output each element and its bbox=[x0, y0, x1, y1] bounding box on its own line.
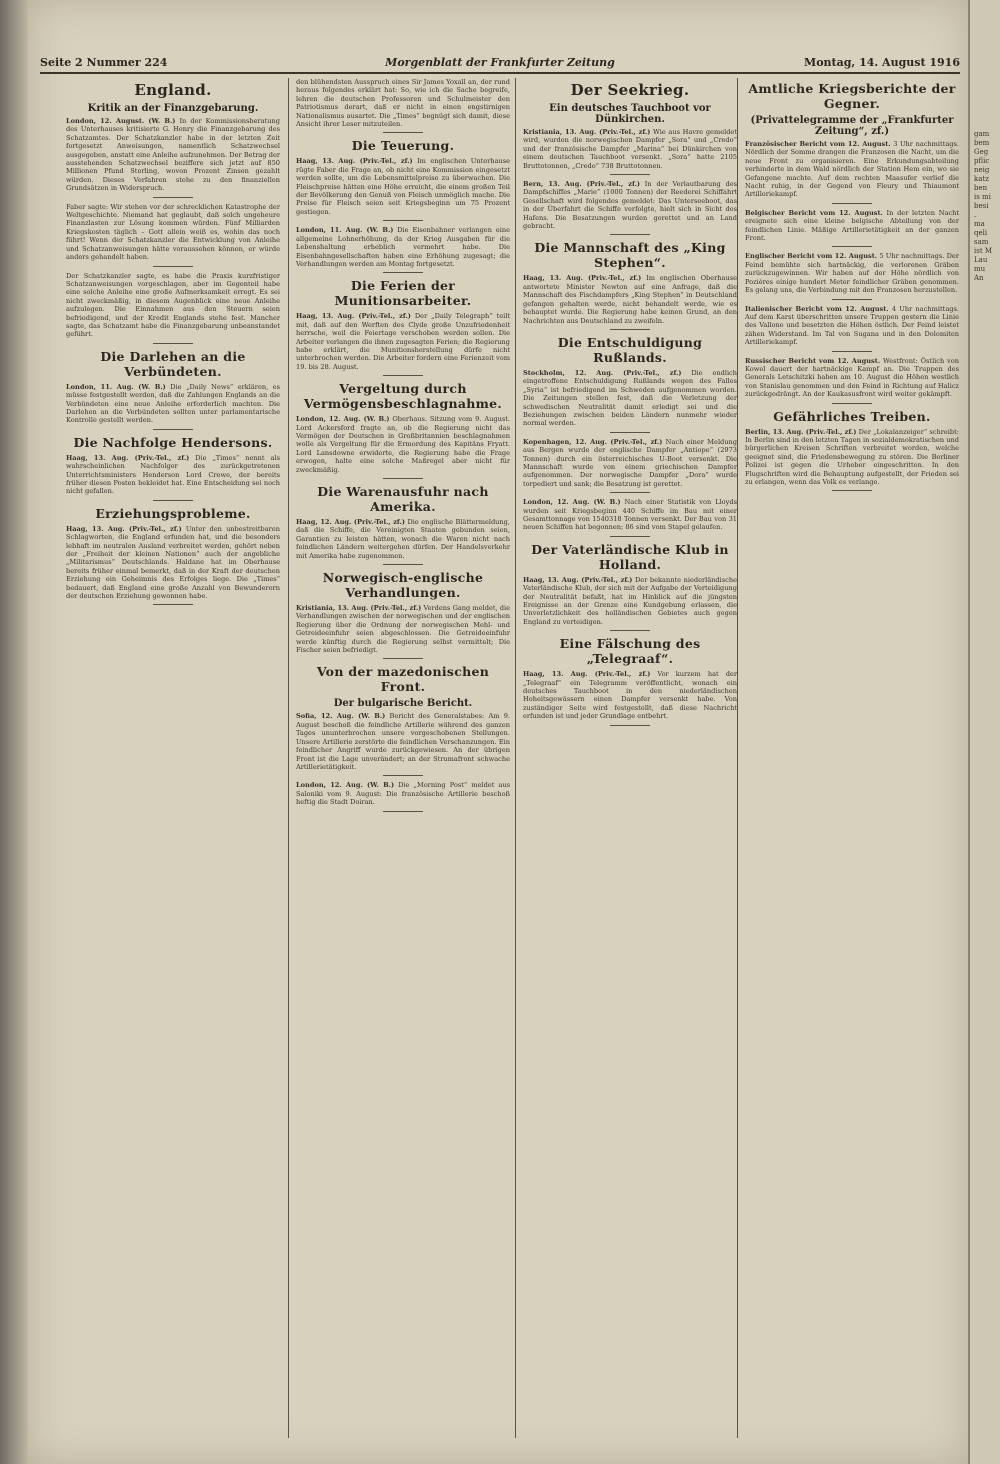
article-dateline: Haag, 13. Aug. (Priv.-Tel., zf.) bbox=[523, 575, 633, 584]
article-heading: Erziehungsprobleme. bbox=[95, 505, 251, 521]
article-separator bbox=[832, 203, 872, 204]
article-body bbox=[296, 157, 510, 216]
article-separator bbox=[610, 174, 650, 175]
adjacent-page-edge bbox=[968, 0, 1000, 1464]
article-body bbox=[523, 498, 737, 532]
article-text: Die englische Blättermeldung, daß die Schiffe, die Vereinigten Staaten gebunden seien, Garantien zu leisten hätten, wonach die Waren nicht nach feindlichen Ländern weitergehen dürfen. Der Handelsverkehr mit Amerika habe zugenommen. bbox=[296, 518, 510, 560]
article-text: In der Verlautbarung des Dampfschiffes „Marie“ (1000 Tonnen) der Reederei Schiffahrt Gesellschaft wird folgendes gemeldet: Das Unterseeboot, das in der Überfahrt die Schiffe verfolgte, hielt sich in Sicht des Hafens. Die Besatzungen wurden gerettet und an Land gebracht. bbox=[523, 180, 737, 231]
article-dateline: Englischer Bericht vom 12. August. bbox=[745, 252, 878, 261]
article-body bbox=[523, 274, 737, 324]
article-separator bbox=[153, 429, 193, 430]
article-text: Faber sagte: Wir stehen vor der schrecklichen Katastrophe der Weltgeschichte. Niemand hat geglaubt, daß solch ungeheure Finanzlasten zur Lösung kommen würden. Fünf Milliarden Kriegskosten täglich – Gott allein weiß es, wohin das noch führt! Wenn der Schatzkanzler die Entwicklung von Anleihe und Schatzanweisungen hätte voraussehen können, er würde anders gehandelt haben. bbox=[66, 202, 280, 262]
article-text: den blühendsten Ausspruch eines Sir James Yoxall an, der rund heraus folgendes erklärt hat: So, wie ich die Sache begreife, lehren die deutschen Professoren und Schulmeister den Patriotismus derart, daß er nicht in einen engstirnigen Nationalismus ausartet. Die „Times“ begnügt sich damit, diese Ansicht ihrer Leser mitzuteilen. bbox=[296, 78, 510, 129]
article bbox=[523, 240, 737, 324]
article-dateline: Berlin, 13. Aug. (Priv.-Tel., zf.) bbox=[745, 427, 857, 436]
article-separator bbox=[610, 536, 650, 537]
article bbox=[296, 278, 510, 371]
article-dateline: London, 12. Aug. (W. B.) bbox=[523, 498, 621, 507]
article-dateline: Haag, 13. Aug. (Priv.-Tel., zf.) bbox=[523, 670, 651, 679]
article-body bbox=[745, 252, 959, 294]
article-dateline: London, 12. August. (W. B.) bbox=[66, 117, 176, 125]
article-dateline: Französischer Bericht vom 12. August. bbox=[745, 140, 891, 148]
article-subheading: Der bulgarische Bericht. bbox=[333, 698, 473, 710]
article-body bbox=[66, 272, 280, 339]
article bbox=[523, 81, 737, 170]
article-heading: Die Teuerung. bbox=[351, 138, 455, 154]
article-dateline: Stockholm, 12. Aug. (Priv.-Tel., zf.) bbox=[523, 368, 682, 377]
article-text: Verdens Gang meldet, die Verhandlungen zwischen der norwegischen und der englischen Regierung über die Ordnung der norwegischen Mehl- und Getreideeinfuhr seien abgeschlossen. Die Getreideeinfuhr werde künftig durch die Regierung selbst vermittelt; Die Fischer seien befriedigt. bbox=[296, 604, 510, 655]
article-text: Nach einer Meldung aus Bergen wurde der englische Dampfer „Antiope“ (2973 Tonnen) durch ein österreichisches U-Boot versenkt. Die Mannschaft wurde von einem griechischen Dampfer aufgenommen. Der norwegische Dampfer „Dora“ wurde torpediert und sank; die Besatzung ist gerettet. bbox=[523, 437, 737, 488]
article-separator bbox=[610, 630, 650, 631]
article bbox=[66, 435, 280, 496]
article-dateline: Bern, 13. Aug. (Priv.-Tel., zf.) bbox=[523, 180, 640, 189]
column-rule bbox=[737, 78, 738, 1438]
article-body bbox=[66, 454, 280, 496]
column-1 bbox=[66, 78, 280, 1438]
article-text: Im englischen Oberhause antwortete Minister Newton auf eine Anfrage, daß die Mannschaft des Fischdampfers „King Stephen“ in Deutschland gefangen gehalten werde, nicht behandelt werde, wie es behauptet wurde. Die Regierung habe keinen Grund, an den Nachrichten aus Deutschland zu zweifeln. bbox=[523, 274, 737, 325]
article bbox=[745, 252, 959, 294]
article-text: Bericht des Generalstabes: Am 9. August beschoß die feindliche Artillerie während des ganzen Tages ununterbrochen unsere vorgeschobenen Stellungen. Unsere Artillerie zerstörte die feindlichen Verschanzungen. Ein feindlicher Angriff wurde zurückgewiesen. An der übrigen Front ist die Lage unverändert; an der Strumafront schwache Artillerietätigkeit. bbox=[296, 712, 510, 771]
newspaper-title: Morgenblatt der Frankfurter Zeitung bbox=[385, 56, 615, 69]
article-body bbox=[745, 209, 959, 243]
column-2 bbox=[296, 78, 510, 1438]
article-dateline: London, 12. Aug. (W. B.) bbox=[296, 781, 395, 790]
article bbox=[66, 272, 280, 339]
article-body bbox=[66, 383, 280, 425]
article-dateline: Sofia, 12. Aug. (W. B.) bbox=[296, 712, 386, 721]
article bbox=[296, 226, 510, 268]
article-text: 5 Uhr nachmittags. Der Feind bemühte sich hartnäckig, die verlorenen Gräben zurückzugewinnen. Wir haben auf der Höhe nördlich von Pozières einige hundert Meter feindlicher Gräben genommen. Es gelang uns, die Verbindung mit den Franzosen herzustellen. bbox=[745, 252, 959, 295]
article-body bbox=[296, 312, 510, 371]
article-subheading: Ein deutsches Tauchboot vor Dünkirchen. bbox=[549, 103, 711, 125]
article-dateline: Haag, 13. Aug. (Priv.-Tel., zf.) bbox=[523, 274, 642, 283]
book-binding bbox=[0, 0, 28, 1464]
article bbox=[523, 438, 737, 488]
article-dateline: Kristiania, 13. Aug. (Priv.-Tel., zf.) bbox=[296, 604, 422, 613]
article-separator bbox=[832, 246, 872, 247]
article-separator bbox=[153, 197, 193, 198]
article-text: Die „Times“ nennt als wahrscheinlichen Nachfolger des zurückgetretenen Unterrichtsministers Henderson Lord Crewe, der bereits früher diesen Posten bekleidet hat. Eine Entscheidung sei noch nicht gefallen. bbox=[66, 453, 280, 496]
article-text: In der letzten Nacht ereignete sich eine kleine belgische Abteilung von der feindlichen Linie. Mäßige Artillerietätigkeit an der ganzen Front. bbox=[745, 208, 959, 243]
article bbox=[523, 498, 737, 532]
article-text: Die „Daily News“ erklären, es müsse festgestellt werden, daß die Zahlungen Englands an die Verbündeten eine neue Anleihe erforderlich machten. Die Darlehen an die Verbündeten sollten unter parlamentarische Kontrolle gestellt werden. bbox=[66, 382, 280, 425]
article-text: Vor kurzem hat der „Telegraaf“ ein Telegramm veröffentlicht, wonach ein deutsches Tauchboot in den niederländischen Hoheitsgewässern einen Dampfer versenkt habe. Von zuständiger Seite wird festgestellt, daß diese Nachricht erfunden ist und jeder Grundlage entbehrt. bbox=[523, 670, 737, 721]
article-body bbox=[296, 518, 510, 560]
column-4 bbox=[745, 78, 959, 1438]
article-heading: Eine Fälschung des „Telegraaf“. bbox=[559, 636, 701, 667]
article-body bbox=[523, 180, 737, 230]
column-3 bbox=[523, 78, 737, 1438]
adjacent-page-text: gam bem Geg pflic neig katz ben is mi besi . ma qeli sam ist M Lau mu An bbox=[974, 130, 993, 282]
article-separator bbox=[610, 432, 650, 433]
article bbox=[523, 542, 737, 626]
article-dateline: Haag, 13. Aug. (Priv.-Tel., zf.) bbox=[296, 157, 413, 166]
article-text: 3 Uhr nachmittags. Nördlich der Somme drangen die Franzosen die Nacht, um die neue Front zu organisieren. Eine Erkundungsabteilung verhinderte in dem Wald nördlich der Station Hem ein, wo sie Gefangene machte. Auf dem rechten Maasufer verlief die Nacht ruhig, in der Gegend von Fleury und Thiaumont Artilleriekampf. bbox=[745, 140, 959, 199]
article-text: Der Schatzkanzler sagte, es habe die Praxis kurzfristiger Schatzanweisungen vorgeschlagen, aber im Gegenteil habe eine solche Anleihe eine große Aufmerksamkeit erregt. Es sei nicht zweckmäßig, in diesem Augenblick eine neue Anleihe aufzulegen. Die Einnahmen aus den Steuern seien befriedigend, und der Kredit Englands stehe fest. Mancher sagte, das Schatzamt habe die Finanzgebarung unbeanstandet geführt. bbox=[66, 271, 280, 339]
article-body bbox=[523, 369, 737, 428]
article bbox=[296, 484, 510, 560]
article-text: Die „Morning Post“ meldet aus Saloniki vom 9. August: Die französische Artillerie beschoß heftig die Stadt Doiran. bbox=[296, 781, 510, 807]
article-dateline: Belgischer Bericht vom 12. August. bbox=[745, 208, 883, 217]
article-heading: Norwegisch-englische Verhandlungen. bbox=[322, 570, 484, 601]
article-separator bbox=[153, 266, 193, 267]
article-separator bbox=[610, 492, 650, 493]
article-body bbox=[296, 226, 510, 268]
article-heading: Vergeltung durch Vermögensbeschlagnahme. bbox=[303, 381, 503, 412]
column-rule bbox=[288, 78, 289, 1438]
article bbox=[745, 357, 959, 399]
article-separator bbox=[832, 299, 872, 300]
article-heading: Die Warenausfuhr nach Amerika. bbox=[317, 484, 489, 514]
article bbox=[523, 180, 737, 230]
article-body bbox=[523, 670, 737, 720]
article bbox=[66, 203, 280, 262]
article-separator bbox=[153, 343, 193, 344]
article-dateline: Haag, 13. Aug. (Priv.-Tel., zf.) bbox=[296, 312, 411, 321]
article bbox=[296, 381, 510, 474]
article-separator bbox=[610, 725, 650, 726]
article bbox=[523, 335, 737, 428]
article-dateline: London, 11. Aug. (W. B.) bbox=[296, 226, 394, 235]
article-heading: Die Entschuldigung Rußlands. bbox=[557, 334, 703, 365]
article-separator bbox=[383, 564, 423, 565]
article-dateline: Kopenhagen, 12. Aug. (Priv.-Tel., zf.) bbox=[523, 437, 663, 446]
article bbox=[745, 409, 959, 487]
article-heading: Gefährliches Treiben. bbox=[773, 408, 931, 424]
article bbox=[523, 636, 737, 720]
article-body bbox=[296, 781, 510, 806]
article-separator bbox=[610, 329, 650, 330]
article-heading: Der Seekrieg. bbox=[570, 81, 690, 99]
article-body bbox=[296, 415, 510, 474]
article-separator bbox=[383, 132, 423, 133]
article-dateline: Italienischer Bericht vom 12. August. bbox=[745, 304, 889, 313]
article-body bbox=[523, 438, 737, 488]
article-text: Der „Lokalanzeiger“ schreibt: In Berlin sind in den letzten Tagen in sozialdemokratischen und bürgerlichen Kreisen Schriften verbreitet worden, welche geeignet sind, die Friedensbewegung zu stören. Die Berliner Polizei ist gegen die Urheber eingeschritten. In den Flugschriften wird die Behauptung aufgestellt, der Frieden sei zu erlangen, wenn das Volk es verlange. bbox=[745, 427, 959, 486]
article-separator bbox=[153, 500, 193, 501]
article bbox=[745, 305, 959, 347]
article bbox=[66, 506, 280, 601]
article-text: Die Eisenbahner verlangen eine allgemeine Lohnerhöhung, da der Krieg Ausgaben für die Lebenshaltung erheblich vermehrt habe. Die Eisenbahngesellschaften haben eine Erhöhung zugesagt; die Verhandlungen werden am Montag fortgesetzt. bbox=[296, 226, 510, 268]
article-subheading: (Privattelegramme der „Frankfurter Zeitung“, zf.) bbox=[750, 115, 954, 137]
article-text: Unter den unbestreitbaren Schlagworten, die England erfunden hat, und die besonders lebhaft im neutralen Ausland verbreitet werden, gehört neben der „Freiheit der kleinen Nationen“ auch der angebliche „Militarismus“ Deutschlands. Haldane hat im Oberhause bereits früher einmal bemerkt, daß in der Kraft der deutschen Erziehung ein Geheimnis des Erfolges liege. Die „Times“ bedauert, daß England eine große Anzahl von Bewunderern der deutschen Erziehung gewonnen habe. bbox=[66, 524, 280, 601]
article-separator bbox=[383, 272, 423, 273]
article-body bbox=[296, 712, 510, 771]
article-text: Der bekannte niederländische Vaterländische Klub, der sich mit der Aufgabe der Verteidigung der Neutralität befaßt, hat im Hinblick auf die jüngsten Ereignisse an der Grenze eine Kundgebung erlassen, die Unverletzlichkeit des holländischen Gebietes auch gegen England zu verteidigen. bbox=[523, 575, 737, 626]
article-heading: Die Mannschaft des „King Stephen“. bbox=[534, 240, 726, 271]
article-heading: Die Ferien der Munitionsarbeiter. bbox=[334, 278, 472, 309]
article-dateline: London, 12. Aug. (W. B.) bbox=[296, 415, 390, 424]
article-body bbox=[296, 78, 510, 128]
article-separator bbox=[832, 351, 872, 352]
page-number: Seite 2 Nummer 224 bbox=[40, 56, 168, 69]
article-text: Oberhaus. Sitzung vom 9. August. Lord Ackersford fragte an, ob die Regierung nicht das Vermögen der Deutschen in Großbritannien beschlagnahmen wolle als Vergeltung für die Ermordung des Kapitäns Fryatt. Lord Lansdowne erwiderte, die Regierung habe die Frage erwogen, halte eine solche Maßregel aber nicht für zweckmäßig. bbox=[296, 415, 510, 474]
article-dateline: Haag, 13. Aug. (Priv.-Tel., zf.) bbox=[66, 524, 182, 533]
article-heading: Die Darlehen an die Verbündeten. bbox=[100, 348, 246, 379]
article-body bbox=[523, 128, 737, 170]
article bbox=[745, 81, 959, 199]
article-dateline: Haag, 13. Aug. (Priv.-Tel., zf.) bbox=[66, 453, 190, 462]
article-text: Der „Daily Telegraph“ teilt mit, daß auf den Werften des Clyde große Unzufriedenheit herrsche, weil die Feiertage verschoben werden sollen. Die Arbeiter verlangen die ihnen zugesagten Ferien; die Regierung habe erklärt, die Munitionsherstellung dürfe nicht unterbrochen werden. Die Arbeiter fordern eine Ferienzeit vom 19. bis 28. August. bbox=[296, 312, 510, 371]
article-body bbox=[745, 428, 959, 487]
article bbox=[296, 138, 510, 216]
article bbox=[296, 570, 510, 654]
article-dateline: Haag, 12. Aug. (Priv.-Tel., zf.) bbox=[296, 518, 405, 526]
article-heading: Der Vaterländische Klub in Holland. bbox=[531, 541, 729, 572]
article-text: 4 Uhr nachmittags. Auf dem Karst überschritten unsere Truppen gestern die Linie des Vallone und besetzten die Höhen östlich. Der Feind leistet zähen Widerstand. Im Tal von Sugana und in den Dolomiten Artilleriekampf. bbox=[745, 304, 959, 347]
article-body bbox=[745, 140, 959, 199]
article-dateline: London, 11. Aug. (W. B.) bbox=[66, 382, 166, 391]
column-rule bbox=[515, 78, 516, 1438]
article-separator bbox=[383, 811, 423, 812]
article-text: Die endlich eingetroffene Entschuldigung Rußlands wegen des Falles „Syria“ ist befriedigend im Schweden aufgenommen worden. Die Zeitungen stellen fest, daß die Verletzung der schwedischen Neutralität damit erledigt sei und die Beziehungen zwischen beiden Ländern nunmehr wieder normal werden. bbox=[523, 368, 737, 428]
article-separator bbox=[153, 604, 193, 605]
article-body bbox=[523, 576, 737, 626]
article-body bbox=[296, 604, 510, 654]
article-heading: England. bbox=[134, 81, 212, 99]
article bbox=[66, 349, 280, 425]
article-subheading: Kritik an der Finanzgebarung. bbox=[87, 103, 259, 114]
article bbox=[296, 78, 510, 128]
article-text: Westfront: Östlich von Kowel dauert der hartnäckige Kampf an. Die Truppen des Generals Letschitzki haben am 10. August die Höhen westlich von Stanislau genommen und den Feind in Richtung auf Halicz zurückgedrängt. An der Kaukasusfront wird weiter gekämpft. bbox=[745, 356, 959, 399]
article bbox=[66, 81, 280, 193]
masthead bbox=[40, 56, 960, 74]
article-separator bbox=[832, 490, 872, 491]
article-separator bbox=[610, 234, 650, 235]
article-separator bbox=[383, 375, 423, 376]
article bbox=[296, 664, 510, 771]
article-separator bbox=[383, 775, 423, 776]
article-body bbox=[66, 203, 280, 262]
article bbox=[296, 781, 510, 806]
article-separator bbox=[383, 658, 423, 659]
article-body bbox=[745, 305, 959, 347]
article-heading: Amtliche Kriegsberichte der Gegner. bbox=[748, 81, 956, 111]
article-body bbox=[745, 357, 959, 399]
article-separator bbox=[383, 478, 423, 479]
article-text: Wie aus Havre gemeldet wird, wurden die norwegischen Dampfer „Sora“ und „Credo“ und der französische Dampfer „Marina“ bei Dünkirchen von einem deutschen Tauchboot versenkt. „Sora“ hatte 2105 Bruttotonnen, „Credo“ 738 Bruttotonnen. bbox=[523, 128, 737, 170]
article-body bbox=[66, 117, 280, 193]
article-body bbox=[66, 525, 280, 601]
article bbox=[745, 209, 959, 243]
article-text: Nach einer Statistik von Lloyds wurden seit Kriegsbeginn 440 Schiffe im Bau mit einer Gesamttonnage von 1540318 Tonnen versenkt. Der Bau von 31 neuen Schiffen hat begonnen; 86 sind vom Stapel gelaufen. bbox=[523, 498, 737, 532]
article-dateline: Russischer Bericht vom 12. August. bbox=[745, 356, 881, 365]
article-heading: Von der mazedonischen Front. bbox=[316, 664, 490, 695]
article-text: In der Kommissionsberatung des Unterhauses kritisierte G. Henry die Finanzgebarung des Schatzamtes. Der Schatzkanzler habe in der letzten Zeit fortgesetzt Anweisungen, namentlich Schatzwechsel ausgegeben, anstatt eine Anleihe aufzunehmen. Der Betrag der ausstehenden Schatzwechsel beziffere sich jetzt auf 850 Millionen Pfund Sterling, wovon Prozent Zinsen gezahlt würden. Dieses Verfahren stehe zu den finanziellen Grundsätzen in Widerspruch. bbox=[66, 117, 280, 193]
article-separator bbox=[832, 403, 872, 404]
article-separator bbox=[383, 220, 423, 221]
issue-date: Montag, 14. August 1916 bbox=[804, 56, 960, 69]
article-heading: Die Nachfolge Hendersons. bbox=[73, 434, 273, 450]
article-text: Im englischen Unterhause rügte Faber die Frage an, ob nicht eine Kommission eingesetzt werden sollte, um die Lebensmittelpreise zu überwachen. Die Fleischpreise hätten eine Höhe erreicht, die einem großen Teil der Bevölkerung den Genuß von Fleisch unmöglich mache. Die Preise für Fleisch seien seit Kriegsbeginn um 75 Prozent gestiegen. bbox=[296, 157, 510, 216]
article-dateline: Kristiania, 13. Aug. (Priv.-Tel., zf.) bbox=[523, 128, 651, 136]
